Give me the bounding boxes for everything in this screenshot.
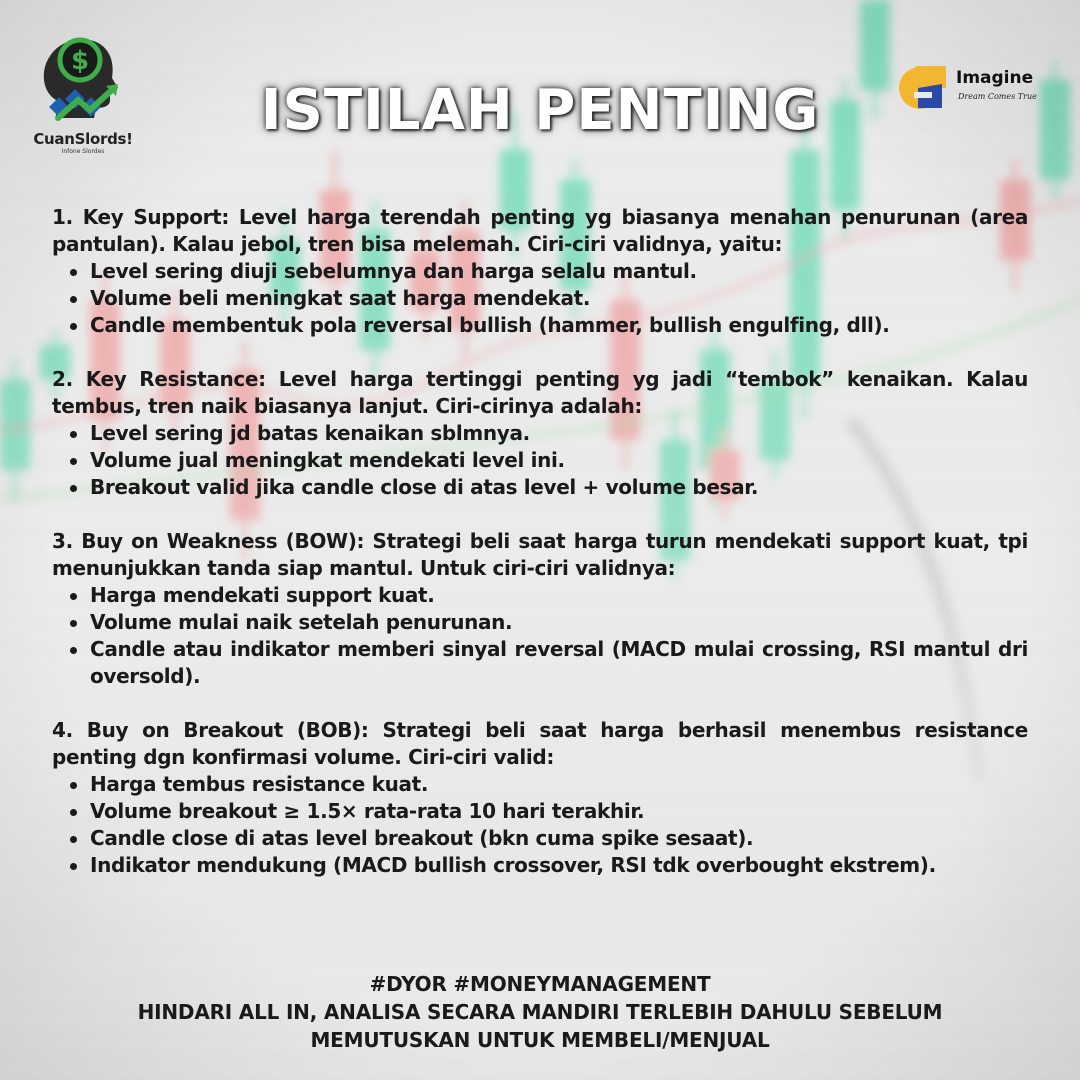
imagine-logo-tagline: Dream Comes True: [958, 92, 1037, 101]
page-title: ISTILAH PENTING: [260, 78, 820, 143]
terms-list: [52, 204, 1028, 906]
bullet-item: Level sering jd batas kenaikan sblmnya.: [52, 420, 1028, 447]
term-bullets: [52, 771, 1028, 879]
bullet-item: Volume beli meningkat saat harga mendekat.: [52, 285, 1028, 312]
term-bullets: [52, 582, 1028, 690]
term-bullets: [52, 258, 1028, 339]
bullet-item: Volume breakout ≥ 1.5× rata-rata 10 hari terakhir.: [52, 798, 1028, 825]
footer-line-1: HINDARI ALL IN, ANALISA SECARA MANDIRI TERLEBIH DAHULU SEBELUM: [137, 1000, 943, 1024]
bullet-item: Candle membentuk pola reversal bullish (hammer, bullish engulfing, dll).: [52, 312, 1028, 339]
bullet-item: Breakout valid jika candle close di atas level + volume besar.: [52, 474, 1028, 501]
footer-line-2: MEMUTUSKAN UNTUK MEMBELI/MENJUAL: [310, 1028, 770, 1052]
cuanslords-logo-name: CuanSlords!: [33, 130, 133, 148]
term-buy-on-breakout: [52, 717, 1028, 879]
bullet-item: Candle atau indikator memberi sinyal reversal (MACD mulai crossing, RSI mantul dri oversold).: [52, 636, 1028, 690]
footer-hashtags: #DYOR #MONEYMANAGEMENT: [369, 972, 711, 996]
imagine-logo-name: Imagine: [956, 68, 1034, 88]
term-heading: 2. Key Resistance: Level harga tertinggi penting yg jadi “tembok” kenaikan. Kalau tembus, tren naik biasanya lanjut. Ciri-cirinya adalah:: [52, 367, 1028, 418]
term-heading: 3. Buy on Weakness (BOW): Strategi beli saat harga turun mendekati support kuat, tpi menunjukkan tanda siap mantul. Untuk ciri-ciri validnya:: [52, 529, 1028, 580]
term-key-support: [52, 204, 1028, 339]
bullet-item: Volume mulai naik setelah penurunan.: [52, 609, 1028, 636]
term-key-resistance: [52, 366, 1028, 501]
term-buy-on-weakness: [52, 528, 1028, 690]
term-bullets: [52, 420, 1028, 501]
footer-disclaimer: [0, 970, 1080, 1054]
bullet-item: Harga tembus resistance kuat.: [52, 771, 1028, 798]
cuanslords-logo-sub: Infone Slordes: [61, 148, 105, 155]
bullet-item: Candle close di atas level breakout (bkn cuma spike sesaat).: [52, 825, 1028, 852]
bullet-item: Level sering diuji sebelumnya dan harga selalu mantul.: [52, 258, 1028, 285]
svg-text:$: $: [70, 46, 90, 76]
bullet-item: Harga mendekati support kuat.: [52, 582, 1028, 609]
bullet-item: Volume jual meningkat mendekati level ini.: [52, 447, 1028, 474]
term-heading: 1. Key Support: Level harga terendah penting yg biasanya menahan penurunan (area pantulan). Kalau jebol, tren bisa melemah. Ciri-ciri validnya, yaitu:: [52, 205, 1028, 256]
bullet-item: Indikator mendukung (MACD bullish crossover, RSI tdk overbought ekstrem).: [52, 852, 1028, 879]
term-heading: 4. Buy on Breakout (BOB): Strategi beli saat harga berhasil menembus resistance penting dgn konfirmasi volume. Ciri-ciri valid:: [52, 718, 1028, 769]
